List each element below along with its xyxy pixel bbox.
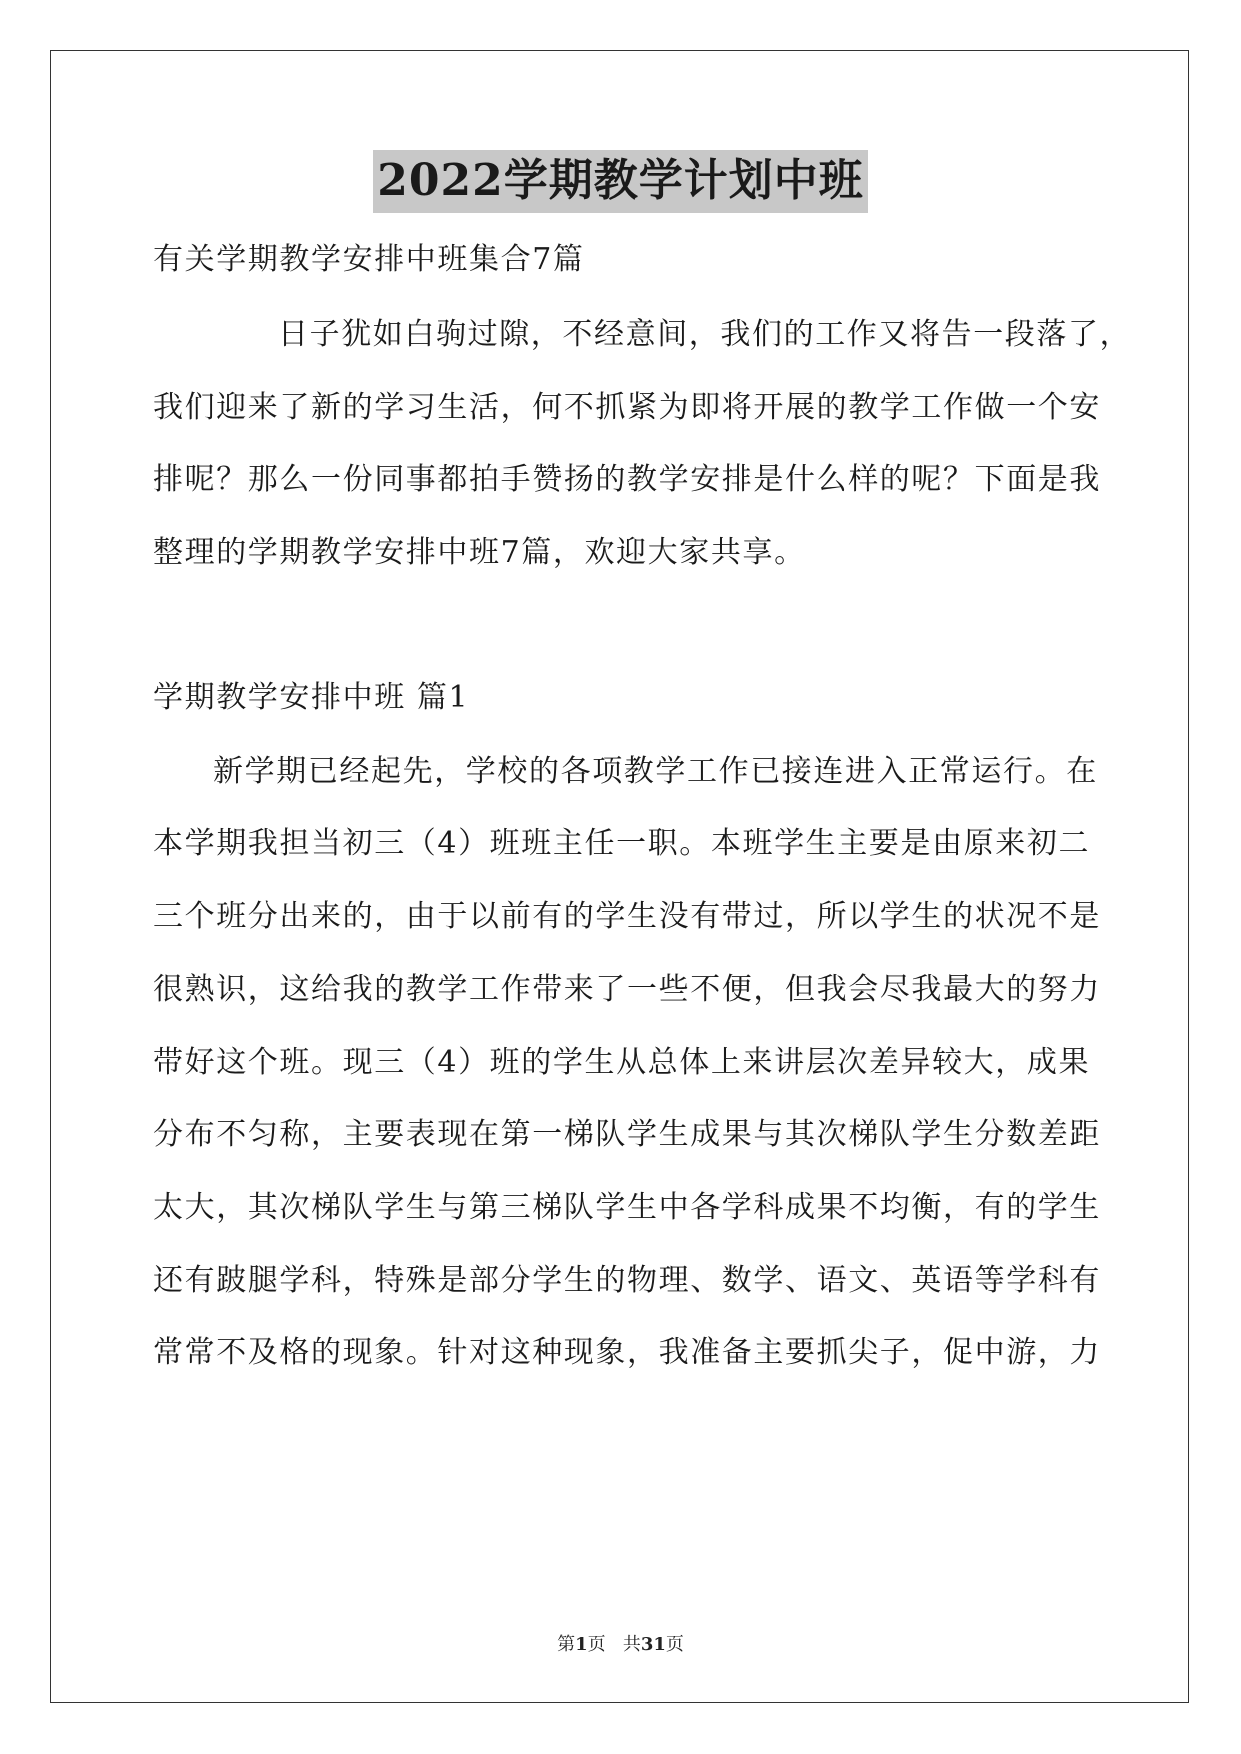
page-number: 1 xyxy=(575,1634,588,1655)
section-heading: 学期教学安排中班 篇1 xyxy=(153,680,470,715)
intro-line: 我们迎来了新的学习生活，何不抓紧为即将开展的教学工作做一个安 xyxy=(153,390,1101,425)
body-line: 本学期我担当初三（4）班班主任一职。本班学生主要是由原来初二 xyxy=(153,826,1091,861)
page-footer xyxy=(0,1630,1241,1656)
total-suffix: 页 xyxy=(665,1634,684,1655)
body-line: 三个班分出来的，由于以前有的学生没有带过，所以学生的状况不是 xyxy=(153,899,1101,934)
body-line: 还有跛腿学科，特殊是部分学生的物理、数学、语文、英语等学科有 xyxy=(153,1263,1101,1298)
body-line: 常常不及格的现象。针对这种现象，我准备主要抓尖子，促中游，力 xyxy=(153,1335,1101,1370)
total-prefix: 共 xyxy=(622,1634,641,1655)
page-prefix: 第 xyxy=(557,1634,576,1655)
body-line: 带好这个班。现三（4）班的学生从总体上来讲层次差异较大，成果 xyxy=(153,1045,1091,1080)
intro-line: 日子犹如白驹过隙，不经意间，我们的工作又将告一段落了， xyxy=(278,317,1132,352)
page-suffix: 页 xyxy=(587,1634,606,1655)
body-line: 新学期已经起先，学校的各项教学工作已接连进入正常运行。在 xyxy=(213,754,1098,789)
body-line: 分布不匀称，主要表现在第一梯队学生成果与其次梯队学生分数差距 xyxy=(153,1117,1101,1152)
page-border xyxy=(50,50,1189,1703)
document-title xyxy=(0,150,1241,213)
intro-line: 排呢？那么一份同事都拍手赞扬的教学安排是什么样的呢？下面是我 xyxy=(153,462,1101,497)
body-line: 很熟识，这给我的教学工作带来了一些不便，但我会尽我最大的努力 xyxy=(153,972,1101,1007)
subtitle: 有关学期教学安排中班集合7篇 xyxy=(153,242,585,277)
intro-line: 整理的学期教学安排中班7篇，欢迎大家共享。 xyxy=(153,535,806,570)
body-line: 太大，其次梯队学生与第三梯队学生中各学科成果不均衡，有的学生 xyxy=(153,1190,1101,1225)
title-text: 2022学期教学计划中班 xyxy=(373,150,867,213)
total-pages: 31 xyxy=(640,1634,666,1655)
